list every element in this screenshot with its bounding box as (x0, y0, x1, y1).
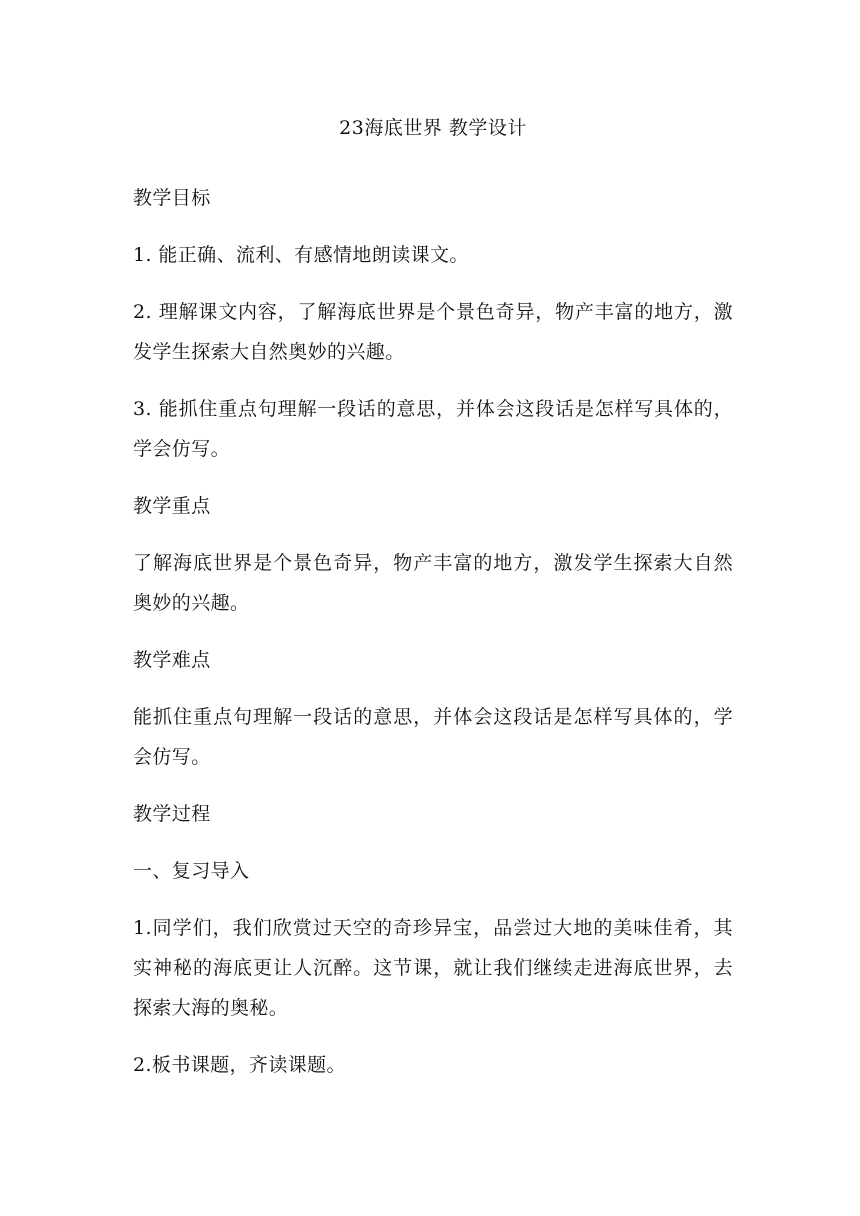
step-1-item-2: 2.板书课题，齐读课题。 (133, 1054, 346, 1076)
objective-item-1: 1. 能正确、流利、有感情地朗读课文。 (133, 244, 469, 266)
document-title: 23海底世界 教学设计 (339, 117, 527, 139)
step-1-heading: 一、复习导入 (133, 860, 250, 882)
objectives-heading: 教学目标 (133, 187, 211, 209)
objective-item-3: 3. 能抓住重点句理解一段话的意思，并体会这段话是怎样写具体的，学会仿写。 (133, 398, 733, 460)
difficulties-heading: 教学难点 (133, 649, 211, 671)
key-points-text: 了解海底世界是个景色奇异，物产丰富的地方，激发学生探索大自然奥妙的兴趣。 (133, 552, 733, 614)
objective-item-2: 2. 理解课文内容，了解海底世界是个景色奇异，物产丰富的地方，激发学生探索大自然奥妙的兴趣。 (133, 301, 733, 363)
key-points-heading: 教学重点 (133, 495, 211, 517)
document-body (133, 115, 733, 1102)
difficulties-text: 能抓住重点句理解一段话的意思，并体会这段话是怎样写具体的，学会仿写。 (133, 706, 733, 768)
process-heading: 教学过程 (133, 803, 211, 825)
step-1-item-1: 1.同学们，我们欣赏过天空的奇珍异宝，品尝过大地的美味佳肴，其实神秘的海底更让人沉醉。这节课，就让我们继续走进海底世界，去探索大海的奥秘。 (133, 917, 733, 1019)
